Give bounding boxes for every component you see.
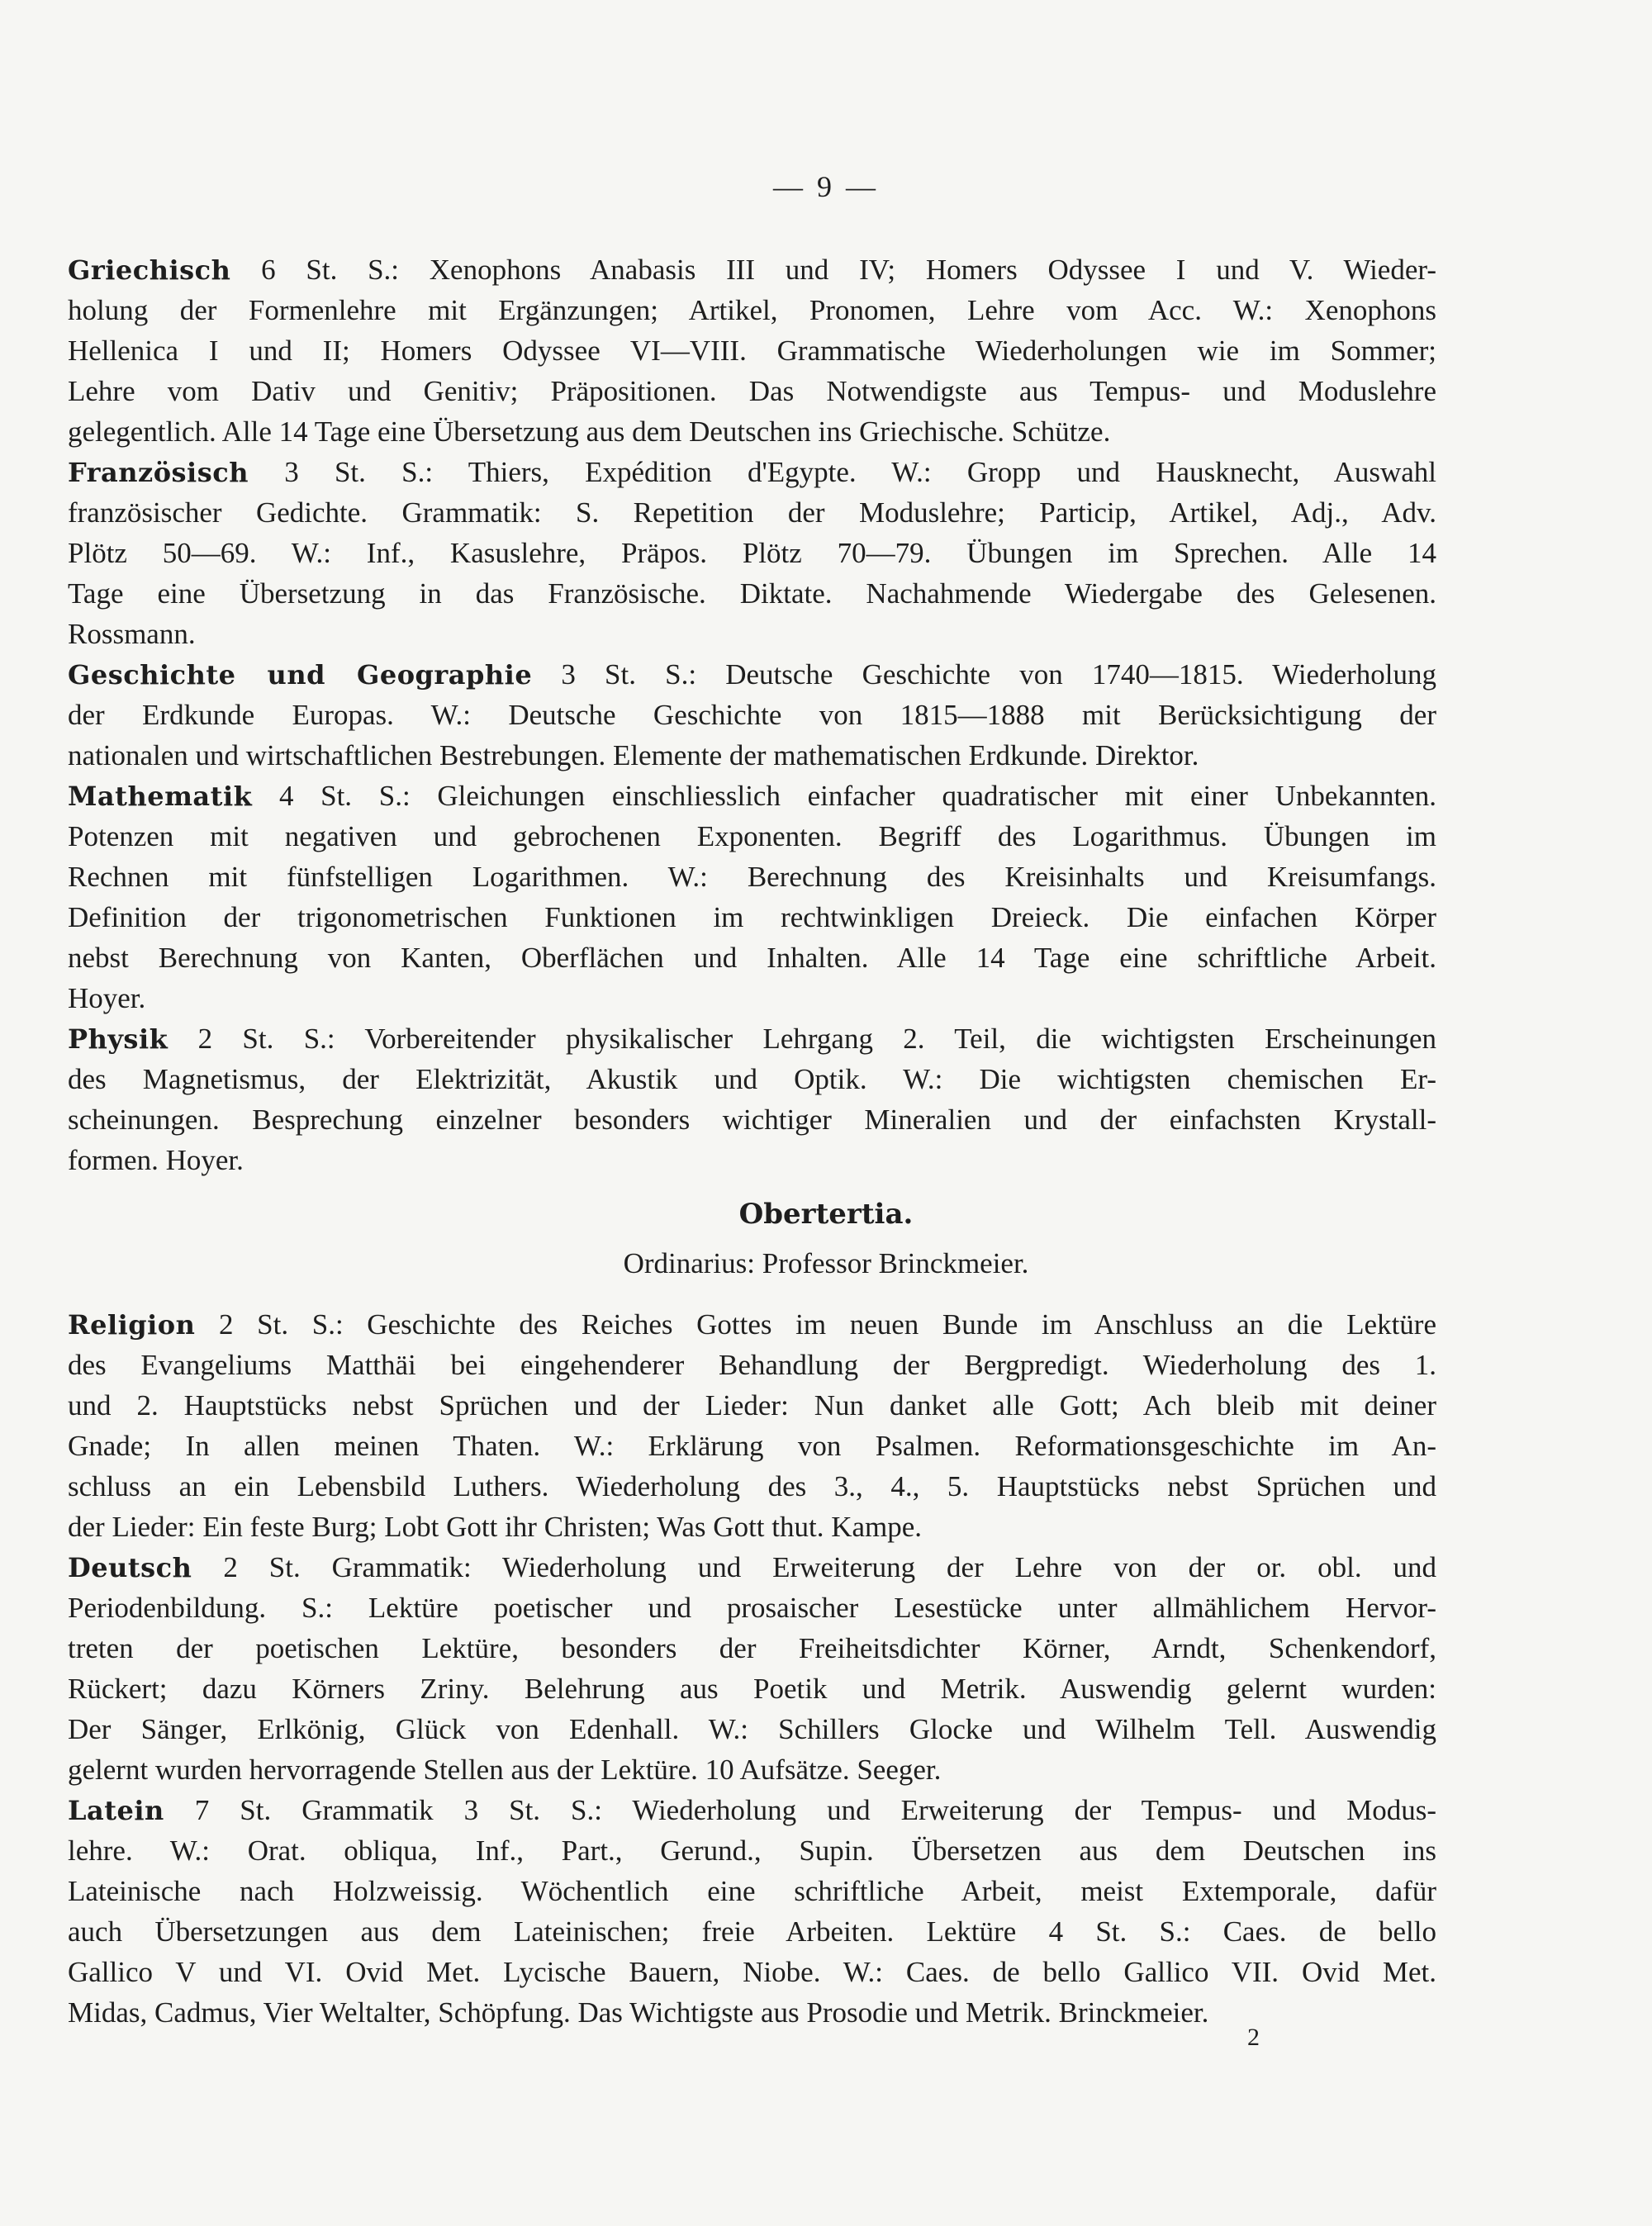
text-line — [68, 249, 1436, 290]
subject-paragraph — [68, 1018, 1436, 1180]
line-text: Hellenica I und II; Homers Odyssee VI—VIII. Grammatische Wiederholungen wie im Sommer; — [68, 335, 1436, 367]
text-line — [68, 897, 1436, 937]
line-text: Rückert; dazu Körners Zriny. Belehrung aus Poetik und Metrik. Auswendig gelernt wurden: — [68, 1673, 1436, 1705]
line-text: französischer Gedichte. Grammatik: S. Repetition der Moduslehre; Particip, Artikel, Adj., Adv. — [68, 496, 1436, 529]
line-text: Gallico V und VI. Ovid Met. Lycische Bauern, Niobe. W.: Caes. de bello Gallico VII. Ovid Met. — [68, 1956, 1436, 1988]
subject-paragraph — [68, 1790, 1436, 2033]
line-text: gelernt wurden hervorragende Stellen aus der Lektüre. 10 Aufsätze. Seeger. — [68, 1754, 942, 1786]
text-line — [68, 1911, 1436, 1952]
line-text: Tage eine Übersetzung in das Französische. Diktate. Nachahmende Wiedergabe des Gelesenen. — [68, 577, 1436, 610]
line-text: Potenzen mit negativen und gebrochenen Exponenten. Begriff des Logarithmus. Übungen im — [68, 820, 1436, 852]
line-text: lehre. W.: Orat. obliqua, Inf., Part., Gerund., Supin. Übersetzen aus dem Deutschen ins — [68, 1834, 1436, 1867]
line-text: des Evangeliums Matthäi bei eingehenderer Behandlung der Bergpredigt. Wiederholung des 1. — [68, 1349, 1436, 1381]
text-line — [68, 573, 1436, 614]
line-text: 7 St. Grammatik 3 St. S.: Wiederholung und Erweiterung der Tempus- und Modus- — [164, 1794, 1436, 1826]
text-line — [68, 776, 1436, 816]
subject-paragraph — [68, 249, 1436, 452]
text-line — [68, 290, 1436, 330]
line-text: 2 St. Grammatik: Wiederholung und Erweiterung der Lehre von der or. obl. und — [192, 1551, 1436, 1583]
line-text: und 2. Hauptstücks nebst Sprüchen und der Lieder: Nun danket alle Gott; Ach bleib mit deiner — [68, 1389, 1436, 1422]
text-line — [68, 330, 1436, 371]
line-text: Der Sänger, Erlkönig, Glück von Edenhall. W.: Schillers Glocke und Wilhelm Tell. Auswendig — [68, 1713, 1436, 1745]
section-title: Obertertia. — [738, 1198, 914, 1231]
line-text: der Erdkunde Europas. W.: Deutsche Geschichte von 1815—1888 mit Berücksichtigung der — [68, 699, 1436, 731]
text-line — [68, 1547, 1436, 1588]
subject-heading: Mathematik — [68, 781, 253, 812]
text-line — [68, 857, 1436, 897]
text-line — [68, 654, 1436, 695]
text-line — [68, 1304, 1436, 1345]
text-line — [68, 1952, 1436, 1992]
line-text: Lateinische nach Holzweissig. Wöchentlich eine schriftliche Arbeit, meist Extemporale, dafür — [68, 1875, 1436, 1907]
text-line — [68, 1668, 1436, 1709]
text-line — [68, 978, 1436, 1018]
subject-heading: Religion — [68, 1309, 196, 1341]
subject-paragraph — [68, 1547, 1436, 1790]
subject-paragraph — [68, 654, 1436, 776]
line-text: nationalen und wirtschaftlichen Bestrebungen. Elemente der mathematischen Erdkunde. Direktor. — [68, 739, 1199, 771]
line-text: 4 St. S.: Gleichungen einschliesslich einfacher quadratischer mit einer Unbekannten. — [252, 780, 1436, 812]
subjects-block-1 — [68, 249, 1436, 1180]
line-text: auch Übersetzungen aus dem Lateinischen; freie Arbeiten. Lektüre 4 St. S.: Caes. de bello — [68, 1915, 1436, 1948]
subject-heading: Latein — [68, 1795, 164, 1826]
line-text: holung der Formenlehre mit Ergänzungen; Artikel, Pronomen, Lehre vom Acc. W.: Xenophons — [68, 294, 1436, 326]
subject-heading: Physik — [68, 1023, 169, 1055]
text-line — [68, 1385, 1436, 1426]
text-line — [68, 937, 1436, 978]
section-subtitle: Ordinarius: Professor Brinckmeier. — [623, 1247, 1029, 1279]
line-text: der Lieder: Ein feste Burg; Lobt Gott ihr Christen; Was Gott thut. Kampe. — [68, 1511, 923, 1543]
text-line — [68, 492, 1436, 533]
text-line — [68, 1588, 1436, 1628]
line-text: Midas, Cadmus, Vier Weltalter, Schöpfung. Das Wichtigste aus Prosodie und Metrik. Brinckmeier. — [68, 1996, 1209, 2029]
signature-mark: 2 — [1247, 2024, 1260, 2051]
line-text: schluss an ein Lebensbild Luthers. Wiederholung des 3., 4., 5. Hauptstücks nebst Sprüchen und — [68, 1470, 1436, 1502]
text-line — [68, 1345, 1436, 1385]
line-text: 2 St. S.: Vorbereitender physikalischer Lehrgang 2. Teil, die wichtigsten Erscheinungen — [168, 1023, 1436, 1055]
subjects-block-2 — [68, 1304, 1436, 2033]
text-line — [68, 411, 1436, 452]
text-line — [68, 614, 1436, 654]
line-text: Rossmann. — [68, 618, 196, 650]
page-number: — 9 — — [773, 170, 879, 203]
subject-heading: Deutsch — [68, 1552, 192, 1583]
line-text: nebst Berechnung von Kanten, Oberflächen und Inhalten. Alle 14 Tage eine schriftliche Arbeit. — [68, 942, 1436, 974]
line-text: Rechnen mit fünfstelligen Logarithmen. W.: Berechnung des Kreisinhalts und Kreisumfangs. — [68, 861, 1436, 893]
text-line — [68, 1749, 1436, 1790]
line-text: gelegentlich. Alle 14 Tage eine Übersetzung aus dem Deutschen ins Griechische. Schütze. — [68, 415, 1111, 448]
text-line — [68, 1426, 1436, 1466]
text-line — [68, 1099, 1436, 1140]
line-text: Gnade; In allen meinen Thaten. W.: Erklärung von Psalmen. Reformationsgeschichte im An- — [68, 1430, 1436, 1462]
text-line — [68, 1059, 1436, 1099]
text-line — [68, 816, 1436, 857]
text-line — [68, 533, 1436, 573]
line-text: formen. Hoyer. — [68, 1144, 244, 1176]
text-line — [68, 695, 1436, 735]
line-text: treten der poetischen Lektüre, besonders der Freiheitsdichter Körner, Arndt, Schenkendorf, — [68, 1632, 1436, 1664]
text-line — [68, 371, 1436, 411]
text-line — [68, 1018, 1436, 1059]
subject-heading: Geschichte und Geographie — [68, 659, 533, 691]
subject-paragraph — [68, 776, 1436, 1018]
text-line — [68, 1830, 1436, 1871]
subject-paragraph — [68, 1304, 1436, 1547]
text-line — [68, 1466, 1436, 1507]
text-line — [68, 735, 1436, 776]
text-line — [68, 1709, 1436, 1749]
text-line — [68, 1871, 1436, 1911]
line-text: Plötz 50—69. W.: Inf., Kasuslehre, Präpos. Plötz 70—79. Übungen im Sprechen. Alle 14 — [68, 537, 1436, 569]
line-text: des Magnetismus, der Elektrizität, Akustik und Optik. W.: Die wichtigsten chemischen Er- — [68, 1063, 1436, 1095]
line-text: Definition der trigonometrischen Funktionen im rechtwinkligen Dreieck. Die einfachen Körper — [68, 901, 1436, 933]
line-text: Periodenbildung. S.: Lektüre poetischer und prosaischer Lesestücke unter allmählichem Hervor- — [68, 1592, 1436, 1624]
line-text: 2 St. S.: Geschichte des Reiches Gottes im neuen Bunde im Anschluss an die Lektüre — [195, 1308, 1436, 1341]
text-line — [68, 452, 1436, 492]
line-text: scheinungen. Besprechung einzelner besonders wichtiger Mineralien und der einfachsten Krystall- — [68, 1104, 1436, 1136]
line-text: 6 St. S.: Xenophons Anabasis III und IV; Homers Odyssee I und V. Wieder- — [230, 254, 1436, 286]
text-line — [68, 1992, 1436, 2033]
text-line — [68, 1628, 1436, 1668]
subject-paragraph — [68, 452, 1436, 654]
subject-heading: Französisch — [68, 457, 249, 488]
line-text: 3 St. S.: Deutsche Geschichte von 1740—1815. Wiederholung — [532, 658, 1436, 691]
line-text: 3 St. S.: Thiers, Expédition d'Egypte. W.: Gropp und Hausknecht, Auswahl — [248, 456, 1436, 488]
line-text: Lehre vom Dativ und Genitiv; Präpositionen. Das Notwendigste aus Tempus- und Moduslehre — [68, 375, 1436, 407]
subject-heading: Griechisch — [68, 254, 231, 286]
text-line — [68, 1140, 1436, 1180]
text-line — [68, 1507, 1436, 1547]
text-line — [68, 1790, 1436, 1830]
line-text: Hoyer. — [68, 982, 146, 1014]
